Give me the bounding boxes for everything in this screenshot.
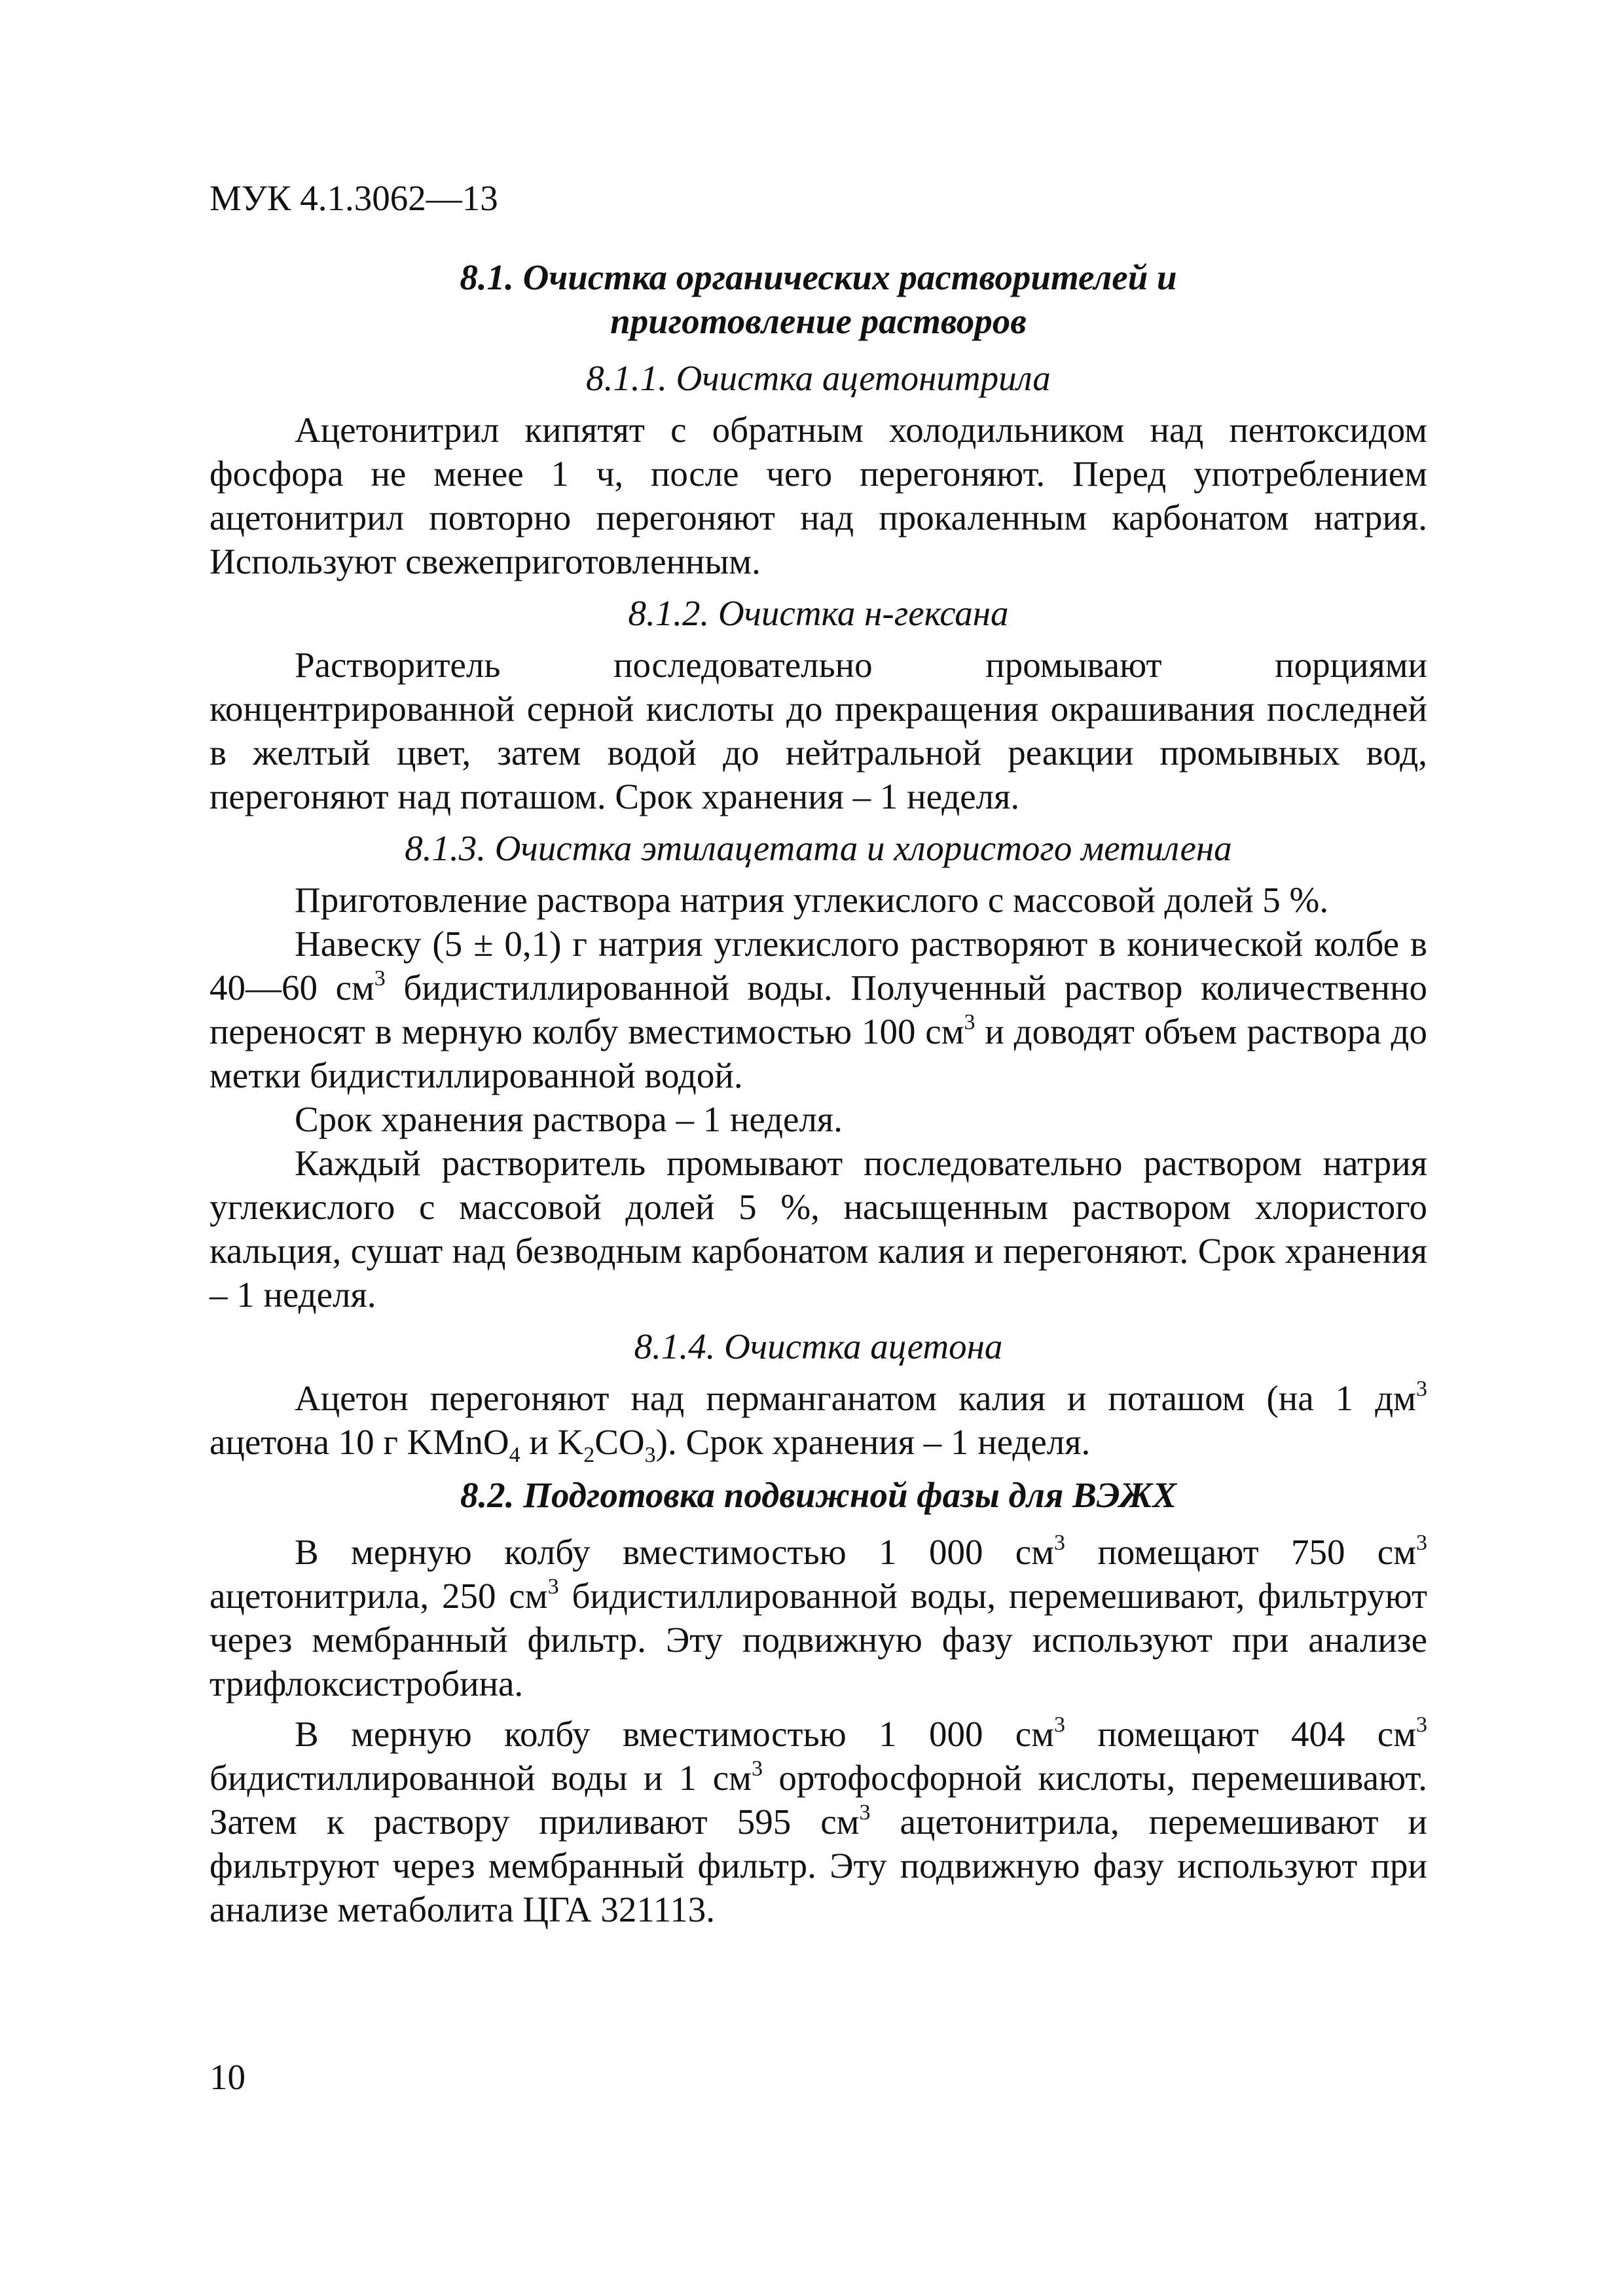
text-fragment: помещают 404 см [1065, 1714, 1416, 1754]
superscript-3: 3 [1416, 1713, 1427, 1737]
superscript-3: 3 [1416, 1377, 1427, 1401]
subscript-3: 3 [644, 1443, 656, 1467]
text-fragment: ). Срок хранения – 1 неделя. [655, 1422, 1091, 1462]
text-fragment: Ацетон перегоняют над перманганатом калия и поташом (на 1 дм [295, 1378, 1416, 1418]
text-fragment: В мерную колбу вместимостью 1 000 см [295, 1532, 1054, 1572]
running-header: МУК 4.1.3062—13 [210, 178, 498, 218]
section-8-2-title: 8.2. Подготовка подвижной фазы для ВЭЖХ [460, 1475, 1177, 1515]
text-fragment: ортофосфорной кислоты, перемешивают. Затем к раствору приливают 595 см [210, 1758, 1428, 1842]
superscript-3: 3 [547, 1575, 559, 1599]
text-fragment: бидистиллированной воды. Полученный раствор количественно переносят в мерную колбу вместимостью 100 см [210, 968, 1427, 1051]
paragraph-8-1-3-storage: Срок хранения раствора – 1 неделя. [295, 1099, 843, 1139]
paragraph-8-1-1: Ацетонитрил кипятят с обратным холодильником над пентоксидом фосфора не менее 1 ч, после чего перегоняют. Перед употреблением ацетонитрил повторно перегоняют над прокаленным карбонатом натрия. Используют свежеприготовленным. [210, 410, 1427, 581]
text-fragment: ацетонитрила, 250 см [210, 1576, 548, 1616]
spacer [210, 1464, 1427, 1473]
subscript-2: 2 [583, 1443, 595, 1467]
superscript-3: 3 [751, 1757, 763, 1781]
paragraph-8-2-second [210, 1712, 1427, 1931]
text-fragment: Навеску (5 ± 0,1) г натрия углекислого растворяют в конической колбе в 40—60 см [210, 924, 1427, 1008]
paragraph-8-1-3-washing: Каждый растворитель промывают последовательно раствором натрия углекислого с массовой долей 5 %, насыщенным раствором хлористого кальция, сушат над безводным карбонатом калия и перегоняют. Срок хранения – 1 неделя. [210, 1143, 1427, 1315]
superscript-3: 3 [964, 1010, 976, 1034]
superscript-3: 3 [1416, 1531, 1427, 1555]
text-fragment: В мерную колбу вместимостью 1 000 см [295, 1714, 1054, 1754]
superscript-3: 3 [1054, 1713, 1065, 1737]
text-fragment: ацетонитрила, перемешивают и фильтруют через мембранный фильтр. Эту подвижную фазу используют при анализе метаболита ЦГА 321113. [210, 1802, 1427, 1929]
text-fragment: бидистиллированной воды, перемешивают, фильтруют через мембранный фильтр. Эту подвижную фазу используют при анализе трифлоксистробина. [210, 1576, 1427, 1704]
paragraph-8-1-4 [210, 1376, 1427, 1467]
superscript-3: 3 [374, 966, 386, 991]
subsection-8-1-3-title: 8.1.3. Очистка этилацетата и хлористого метилена [405, 828, 1232, 868]
subscript-4: 4 [509, 1443, 520, 1467]
text-fragment: и доводят объем раствора до метки бидистиллированной водой. [210, 1011, 1427, 1095]
text-fragment: помещают 750 см [1065, 1532, 1416, 1572]
text-fragment: CO [594, 1422, 645, 1462]
section-8-1-title [210, 255, 1427, 343]
superscript-3: 3 [859, 1800, 871, 1825]
subsection-8-1-2-title: 8.1.2. Очистка н-гексана [628, 593, 1009, 633]
section-8-1-title-line-2: приготовление растворов [610, 301, 1027, 341]
paragraph-8-1-3-intro: Приготовление раствора натрия углекислого с массовой долей 5 %. [295, 880, 1329, 920]
text-fragment: ацетона 10 г KMnO [210, 1422, 509, 1462]
section-8-1-title-line-1: 8.1. Очистка органических растворителей и [460, 257, 1177, 297]
page-content [210, 255, 1427, 1931]
text-fragment: и K [520, 1422, 584, 1462]
text-fragment: бидистиллированной воды и 1 см [210, 1758, 752, 1798]
subsection-8-1-1-title: 8.1.1. Очистка ацетонитрила [586, 358, 1051, 398]
subsection-8-1-4-title: 8.1.4. Очистка ацетона [634, 1326, 1003, 1366]
page-number: 10 [210, 2057, 246, 2097]
paragraph-8-1-2: Растворитель последовательно промывают порциями концентрированной серной кислоты до прекращения окрашивания последней в желтый цвет, затем водой до нейтральной реакции промывных вод, перегоняют над поташом. Срок хранения – 1 неделя. [210, 645, 1427, 816]
paragraph-8-2-first [210, 1530, 1427, 1705]
paragraph-8-1-3-weighing [210, 922, 1427, 1097]
superscript-3: 3 [1054, 1531, 1065, 1555]
